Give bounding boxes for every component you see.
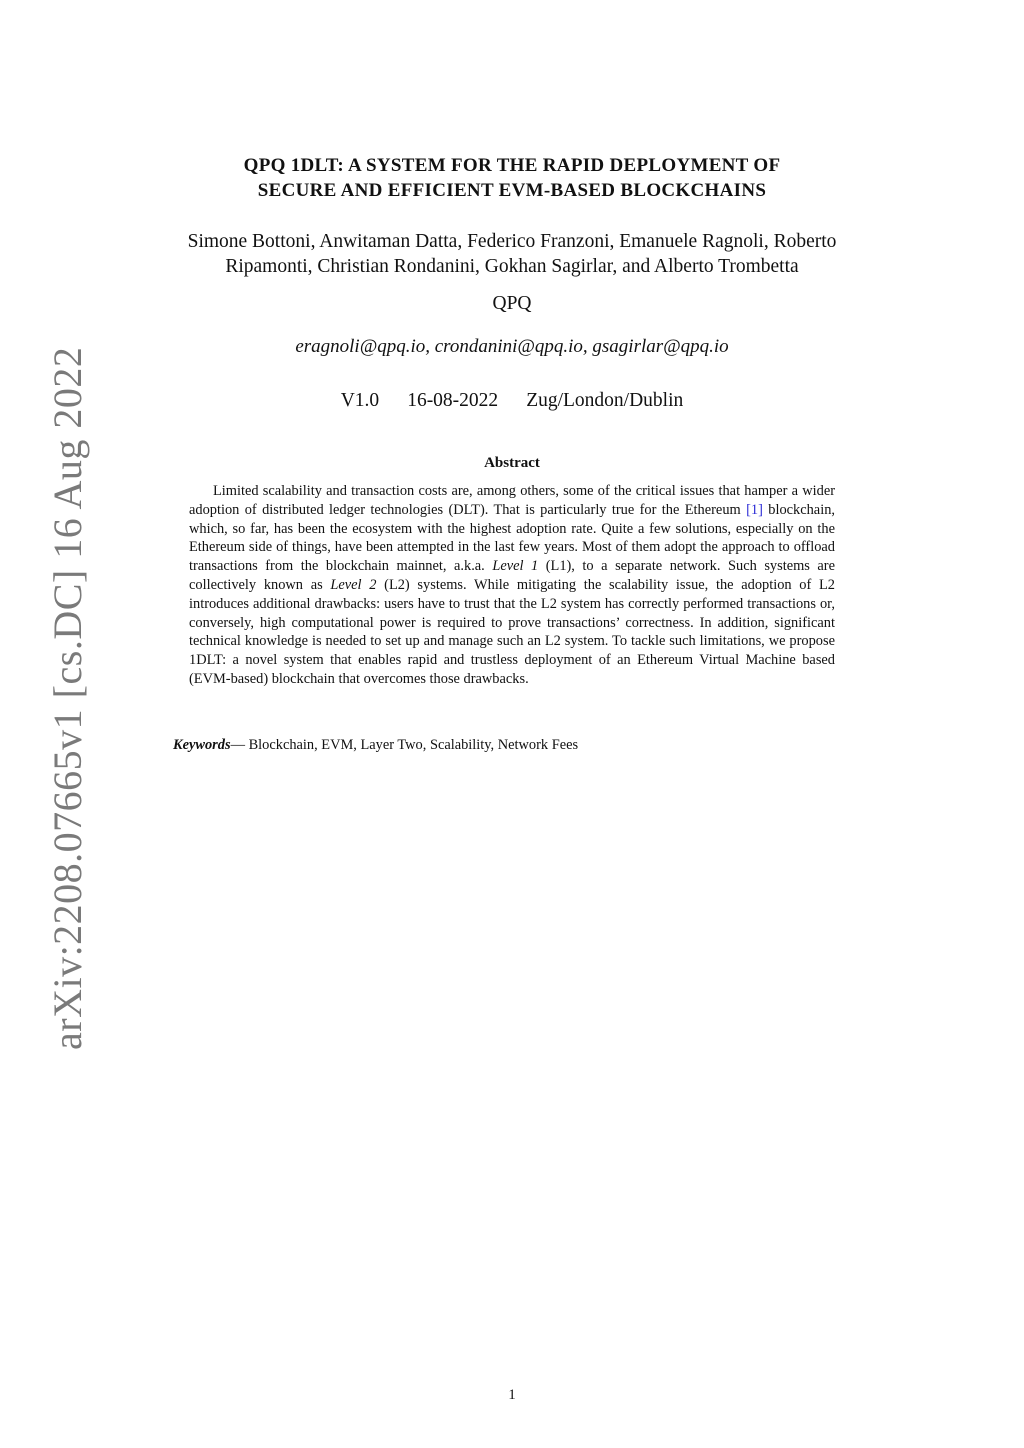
- abstract-text-part-3: (L1), to a separate network. Such systems are collectively known as: [189, 558, 835, 593]
- paper-title: [120, 153, 904, 203]
- abstract-text-part-2: blockchain, which, so far, has been the ecosystem with the highest adoption rate. Quite a few solutions, especially on the Ethereum side of things, have been attempted in the last few years. Most of them adopt the approach to offload transactions from the blockchain mainnet, a.k.a.: [189, 501, 835, 575]
- author-list: [120, 229, 904, 279]
- level-2-term: Level 2: [330, 576, 377, 593]
- keywords-dash: —: [230, 737, 249, 753]
- keywords-label: Keywords: [173, 737, 231, 753]
- paper-title-line-1: QPQ 1DLT: A SYSTEM FOR THE RAPID DEPLOYMENT OF: [243, 155, 781, 176]
- contact-emails[interactable]: eragnoli@qpq.io, crondanini@qpq.io, gsagirlar@qpq.io: [295, 336, 729, 357]
- abstract-body: [189, 482, 835, 689]
- abstract-heading: Abstract: [484, 455, 540, 471]
- arxiv-identifier-stamp[interactable]: arXiv:2208.07665v1 [cs.DC] 16 Aug 2022: [45, 346, 90, 1050]
- location: Zug/London/Dublin: [526, 390, 684, 411]
- citation-link[interactable]: [1]: [746, 501, 763, 518]
- keywords-list: Blockchain, EVM, Layer Two, Scalability, Network Fees: [248, 737, 579, 753]
- author-list-line-1: Simone Bottoni, Anwitaman Datta, Federico Franzoni, Emanuele Ragnoli, Roberto: [187, 231, 837, 252]
- abstract-text-part-1: Limited scalability and transaction costs are, among others, some of the critical issues that hamper a wider adoption of distributed ledger technologies (DLT). That is particularly true for the Ethereum: [189, 483, 835, 518]
- paper-title-line-2: SECURE AND EFFICIENT EVM-BASED BLOCKCHAINS: [257, 180, 767, 201]
- abstract-text-part-4: (L2) systems. While mitigating the scalability issue, the adoption of L2 introduces additional drawbacks: users have to trust that the L2 system has correctly performed transactions or, conversely, high computational power is required to prove transactions’ correctness. In addition, significant technical knowledge is needed to set up and manage such an L2 system. To tackle such limitations, we propose 1DLT: a novel system that enables rapid and trustless deployment of an Ethereum Virtual Machine based (EVM-based) blockchain that overcomes those drawbacks.: [189, 576, 835, 687]
- version-date-location: [120, 390, 904, 412]
- publication-date: 16-08-2022: [407, 390, 499, 411]
- page-number: 1: [508, 1387, 516, 1403]
- affiliation: QPQ: [492, 293, 532, 314]
- version-label: V1.0: [340, 390, 380, 411]
- author-list-line-2: Ripamonti, Christian Rondanini, Gokhan Sagirlar, and Alberto Trombetta: [225, 256, 799, 277]
- keywords-line: [173, 737, 873, 754]
- level-1-term: Level 1: [492, 558, 539, 575]
